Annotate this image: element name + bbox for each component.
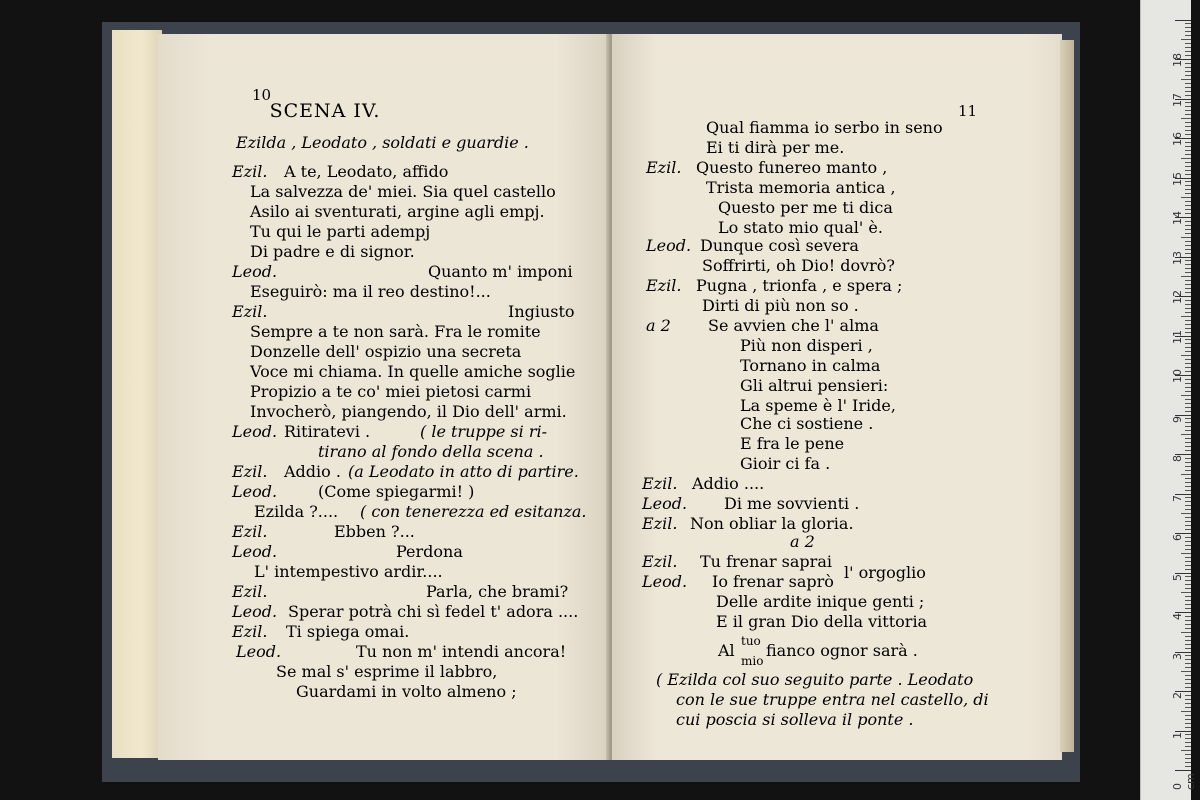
ruler-tick (1185, 122, 1191, 123)
ruler-tick (1181, 750, 1191, 751)
ruler-tick (1185, 569, 1191, 570)
verse-line: Questo per me ti dica (718, 198, 893, 217)
ruler-tick (1185, 557, 1191, 558)
ruler-number: 12 (1171, 290, 1184, 304)
ruler-tick (1185, 521, 1191, 522)
ruler-tick (1185, 517, 1191, 518)
verse-line: E il gran Dio della vittoria (716, 612, 928, 631)
ruler-tick (1185, 545, 1191, 546)
verse-line: Non obliar la gloria. (690, 514, 854, 533)
stage-direction: ( con tenerezza ed esitanza. (360, 502, 587, 521)
ruler-tick (1181, 355, 1191, 356)
ruler-tick (1185, 422, 1191, 423)
ruler-tick (1185, 537, 1191, 538)
ruler-tick (1181, 316, 1191, 317)
ruler-tick (1185, 221, 1191, 222)
ruler-tick (1185, 233, 1191, 234)
ruler-tick (1185, 71, 1191, 72)
ruler-tick (1185, 31, 1191, 32)
ruler-tick (1185, 47, 1191, 48)
ruler-number: 7 (1171, 494, 1184, 502)
ruler-tick (1185, 640, 1191, 641)
ruler-tick (1185, 442, 1191, 443)
ruler-tick (1185, 332, 1191, 333)
stage-direction: ( le truppe si ri- (420, 422, 548, 441)
verse-line: Gioir ci fa . (740, 454, 831, 473)
page-edges-right (1060, 40, 1074, 752)
verse-line: Delle ardite inique genti ; (716, 592, 925, 611)
verse-line: La speme è l' Iride, (740, 396, 896, 415)
verse-line: A te, Leodato, affido (284, 162, 449, 181)
ruler-number: 1 (1171, 731, 1184, 739)
speaker: Ezil. (232, 162, 268, 181)
ruler-tick (1185, 308, 1191, 309)
ruler-tick (1185, 490, 1191, 491)
ruler-tick (1185, 185, 1191, 186)
verse-line: l' orgoglio (844, 563, 926, 582)
ruler-tick (1185, 312, 1191, 313)
verse-line: Sperar potrà chi sì fedel t' adora .... (288, 602, 579, 621)
ruler-tick (1185, 616, 1191, 617)
ruler-tick (1185, 189, 1191, 190)
ruler-tick (1185, 260, 1191, 261)
verse-line: mio (741, 654, 764, 668)
ruler-number: 11 (1171, 329, 1184, 344)
ruler-tick (1185, 209, 1191, 210)
ruler-tick (1185, 229, 1191, 230)
verse-line: Pugna , trionfa , e spera ; (696, 276, 903, 295)
ruler-tick (1185, 576, 1191, 577)
ruler-tick (1181, 158, 1191, 159)
verse-line: Propizio a te co' miei pietosi carmi (250, 382, 532, 401)
ruler-number: 6 (1171, 534, 1184, 541)
ruler-tick (1185, 754, 1191, 755)
ruler-tick (1185, 347, 1191, 348)
ruler-tick (1185, 328, 1191, 329)
speaker: a 2 (646, 316, 671, 335)
ruler-tick (1185, 35, 1191, 36)
ruler-tick (1185, 106, 1191, 107)
ruler-tick (1181, 632, 1191, 633)
ruler-tick (1185, 584, 1191, 585)
ruler-tick (1185, 675, 1191, 676)
stage-direction: (a Leodato in atto di partire. (348, 462, 579, 481)
verse-line: Ritiratevi . (284, 422, 371, 441)
ruler-tick (1185, 478, 1191, 479)
verse-line: Se avvien che l' alma (708, 316, 879, 335)
ruler-tick (1185, 529, 1191, 530)
ruler-tick (1181, 197, 1191, 198)
ruler-tick (1185, 525, 1191, 526)
characters-line: Ezilda , Leodato , soldati e guardie . (236, 133, 529, 152)
ruler-tick (1185, 450, 1191, 451)
ruler-tick (1181, 237, 1191, 238)
ruler-tick (1185, 541, 1191, 542)
verse-line: Asilo ai sventurati, argine agli empj. (250, 202, 545, 221)
speaker: Ezil. (642, 514, 678, 533)
ruler-tick (1181, 39, 1191, 40)
ruler-tick (1185, 588, 1191, 589)
ruler-tick (1181, 553, 1191, 554)
speaker: Leod. (232, 542, 278, 561)
ruler-tick (1185, 181, 1191, 182)
left-page-number: 10 (252, 86, 272, 104)
ruler-tick (1185, 213, 1191, 214)
ruler-tick (1185, 466, 1191, 467)
verse-line: fianco ognor sarà . (766, 641, 918, 660)
ruler-tick (1185, 580, 1191, 581)
ruler-tick (1181, 434, 1191, 435)
ruler-tick (1185, 430, 1191, 431)
verse-line: Tornano in calma (740, 356, 881, 375)
ruler-tick (1185, 655, 1191, 656)
ruler-tick (1185, 734, 1191, 735)
ruler-tick (1185, 110, 1191, 111)
ruler-tick (1185, 746, 1191, 747)
ruler-tick (1185, 272, 1191, 273)
ruler-tick (1185, 762, 1191, 763)
ruler-tick (1185, 75, 1191, 76)
ruler-tick (1175, 20, 1191, 21)
ruler-number: 13 (1171, 250, 1184, 265)
verse-line: Addio . (284, 462, 341, 481)
ruler-tick (1181, 711, 1191, 712)
ruler-tick (1185, 320, 1191, 321)
speaker: Ezil. (232, 622, 268, 641)
ruler-number: 3 (1171, 652, 1184, 660)
ruler-tick (1181, 79, 1191, 80)
ruler-tick (1185, 371, 1191, 372)
verse-line: Donzelle dell' ospizio una secreta (250, 342, 522, 361)
ruler-tick (1185, 284, 1191, 285)
ruler-tick (1185, 608, 1191, 609)
ruler-tick (1185, 55, 1191, 56)
verse-line: Lo stato mio qual' è. (718, 218, 883, 237)
ruler-tick (1185, 95, 1191, 96)
speaker: Leod. (642, 572, 688, 591)
ruler-tick (1185, 102, 1191, 103)
verse-line: Sempre a te non sarà. Fra le romite (250, 322, 541, 341)
ruler-tick (1185, 426, 1191, 427)
verse-line: Dirti di più non so . (702, 296, 859, 315)
stage-direction: tirano al fondo della scena . (318, 442, 544, 461)
ruler-tick (1185, 462, 1191, 463)
ruler-tick (1185, 170, 1191, 171)
ruler-tick (1185, 205, 1191, 206)
ruler-number: 9 (1171, 415, 1184, 423)
verse-line: Tu qui le parti adempj (250, 222, 431, 241)
verse-line: Di padre e di signor. (250, 242, 415, 261)
ruler-tick (1185, 620, 1191, 621)
ruler-tick (1185, 715, 1191, 716)
speaker: Leod. (646, 236, 692, 255)
ruler-tick (1185, 154, 1191, 155)
ruler-tick (1185, 249, 1191, 250)
ruler-tick (1185, 486, 1191, 487)
ruler-tick (1181, 276, 1191, 277)
ruler-tick (1185, 391, 1191, 392)
verse-line: Se mal s' esprime il labbro, (276, 662, 498, 681)
ruler-tick (1181, 474, 1191, 475)
speaker: Leod. (232, 602, 278, 621)
verse-line: Di me sovvienti . (724, 494, 860, 513)
ruler-tick (1185, 648, 1191, 649)
verse-line: Qual fiamma io serbo in seno (706, 118, 943, 137)
ruler-tick (1185, 659, 1191, 660)
speaker: Leod. (232, 262, 278, 281)
ruler-tick (1185, 245, 1191, 246)
ruler-tick (1185, 27, 1191, 28)
verse-line: (Come spiegarmi! ) (318, 482, 475, 501)
ruler-tick (1185, 241, 1191, 242)
verse-line: Ingiusto (508, 302, 575, 321)
ruler-tick (1185, 304, 1191, 305)
ruler-tick (1185, 383, 1191, 384)
ruler-tick (1185, 363, 1191, 364)
ruler-tick (1185, 193, 1191, 194)
ruler-number: 15 (1171, 171, 1184, 186)
ruler-tick (1185, 146, 1191, 147)
verse-line: Ezilda ?.... (254, 502, 339, 521)
speaker: Leod. (236, 642, 282, 661)
ruler-tick (1185, 407, 1191, 408)
ruler-tick (1185, 87, 1191, 88)
ruler-tick (1185, 604, 1191, 605)
verse-line: Trista memoria antica , (706, 178, 896, 197)
ruler-tick (1185, 225, 1191, 226)
ruler-tick (1185, 280, 1191, 281)
ruler-tick (1181, 671, 1191, 672)
ruler-tick (1175, 770, 1191, 771)
ruler-tick (1185, 470, 1191, 471)
a-due-marker: a 2 (790, 532, 815, 551)
verse-line: Ebben ?... (334, 522, 415, 541)
ruler-tick (1185, 174, 1191, 175)
verse-line: Perdona (396, 542, 463, 561)
ruler-number: 2 (1171, 692, 1184, 699)
speaker: Leod. (232, 422, 278, 441)
ruler-tick (1185, 687, 1191, 688)
ruler-tick (1185, 446, 1191, 447)
speaker: Ezil. (232, 302, 268, 321)
ruler-tick (1185, 83, 1191, 84)
verse-line: E fra le pene (740, 434, 845, 453)
ruler-tick (1185, 359, 1191, 360)
ruler-number: 8 (1171, 455, 1184, 462)
verse-line: Ti spiega omai. (286, 622, 410, 641)
stage-direction: ( Ezilda col suo seguito parte . Leodato (656, 670, 974, 689)
ruler-tick (1185, 268, 1191, 269)
ruler-tick (1185, 253, 1191, 254)
ruler-tick (1185, 438, 1191, 439)
ruler-tick (1181, 592, 1191, 593)
ruler-tick (1185, 379, 1191, 380)
right-page-number: 11 (958, 102, 978, 120)
ruler-tick (1185, 43, 1191, 44)
ruler-tick (1185, 162, 1191, 163)
speaker: Ezil. (642, 474, 678, 493)
ruler-number: 16 (1171, 132, 1184, 146)
speaker: Ezil. (232, 462, 268, 481)
ruler-tick (1185, 91, 1191, 92)
ruler-tick (1185, 288, 1191, 289)
ruler-tick (1185, 351, 1191, 352)
verse-line: La salvezza de' miei. Sia quel castello (250, 182, 556, 201)
ruler-tick (1185, 411, 1191, 412)
ruler-tick (1185, 300, 1191, 301)
verse-line: Tu non m' intendi ancora! (356, 642, 567, 661)
ruler-tick (1185, 683, 1191, 684)
ruler-tick (1185, 636, 1191, 637)
ruler-tick (1185, 663, 1191, 664)
ruler-tick (1185, 367, 1191, 368)
ruler-number: 17 (1171, 92, 1184, 107)
ruler-tick (1185, 339, 1191, 340)
ruler-tick (1185, 766, 1191, 767)
verse-line: Io frenar saprò (712, 572, 834, 591)
ruler-tick (1181, 395, 1191, 396)
ruler-tick (1185, 565, 1191, 566)
ruler-tick (1185, 695, 1191, 696)
ruler-tick (1181, 118, 1191, 119)
verse-line: Soffrirti, oh Dio! dovrò? (702, 256, 895, 275)
ruler-tick (1185, 505, 1191, 506)
measuring-ruler (1140, 0, 1197, 800)
speaker: Ezil. (646, 276, 682, 295)
ruler-tick (1185, 126, 1191, 127)
stage-direction: con le sue truppe entra nel castello, di (676, 690, 989, 709)
verse-line: Invocherò, piangendo, il Dio dell' armi. (250, 402, 567, 421)
scene-heading: SCENA IV. (269, 100, 381, 122)
verse-line: Ei ti dirà per me. (706, 138, 845, 157)
ruler-tick (1185, 51, 1191, 52)
ruler-tick (1185, 134, 1191, 135)
speaker: Ezil. (232, 582, 268, 601)
ruler-tick (1185, 142, 1191, 143)
ruler-tick (1185, 727, 1191, 728)
verse-line: Tu frenar saprai (700, 552, 832, 571)
ruler-tick (1185, 23, 1191, 24)
verse-line: Dunque così severa (700, 236, 859, 255)
ruler-tick (1185, 497, 1191, 498)
ruler-tick (1185, 387, 1191, 388)
speaker: Ezil. (642, 552, 678, 571)
ruler-tick (1185, 561, 1191, 562)
ruler-tick (1185, 723, 1191, 724)
verse-line: Al (718, 641, 735, 660)
ruler-tick (1185, 418, 1191, 419)
speaker: Ezil. (646, 158, 682, 177)
ruler-tick (1185, 742, 1191, 743)
ruler-tick (1185, 201, 1191, 202)
ruler-tick (1185, 63, 1191, 64)
verse-line: Guardami in volto almeno ; (296, 682, 517, 701)
speaker: Leod. (642, 494, 688, 513)
ruler-tick (1185, 600, 1191, 601)
ruler-tick (1185, 738, 1191, 739)
verse-line: L' intempestivo ardir.... (254, 562, 443, 581)
ruler-tick (1185, 166, 1191, 167)
ruler-number: 14 (1171, 211, 1184, 225)
ruler-tick (1185, 292, 1191, 293)
ruler-unit-label: 0 cm (1171, 773, 1197, 790)
page-edges-left (112, 30, 162, 758)
ruler-tick (1185, 458, 1191, 459)
ruler-tick (1185, 399, 1191, 400)
ruler-tick (1185, 130, 1191, 131)
ruler-tick (1185, 114, 1191, 115)
verse-line: Che ci sostiene . (740, 414, 874, 433)
ruler-tick (1185, 719, 1191, 720)
ruler-tick (1185, 707, 1191, 708)
ruler-number: 5 (1171, 573, 1184, 581)
ruler-tick (1185, 644, 1191, 645)
verse-line: Voce mi chiama. In quelle amiche soglie (250, 362, 576, 381)
ruler-tick (1185, 679, 1191, 680)
ruler-number: 10 (1171, 369, 1184, 383)
ruler-tick (1185, 667, 1191, 668)
ruler-tick (1185, 264, 1191, 265)
ruler-tick (1185, 758, 1191, 759)
ruler-tick (1185, 324, 1191, 325)
ruler-tick (1185, 699, 1191, 700)
ruler-tick (1185, 703, 1191, 704)
ruler-tick (1185, 343, 1191, 344)
ruler-tick (1185, 482, 1191, 483)
verse-line: Questo funereo manto , (696, 158, 888, 177)
verse-line: tuo (741, 634, 761, 648)
stage-direction: cui poscia si solleva il ponte . (676, 710, 914, 729)
ruler-tick (1185, 67, 1191, 68)
ruler-tick (1185, 403, 1191, 404)
speaker: Leod. (232, 482, 278, 501)
verse-line: Addio .... (692, 474, 765, 493)
ruler-tick (1185, 509, 1191, 510)
ruler-number: 4 (1171, 613, 1184, 620)
verse-line: Eseguirò: ma il reo destino!... (250, 282, 491, 301)
ruler-tick (1185, 549, 1191, 550)
ruler-number: 18 (1171, 53, 1184, 67)
verse-line: Parla, che brami? (426, 582, 569, 601)
ruler-tick (1185, 596, 1191, 597)
ruler-tick (1185, 501, 1191, 502)
ruler-tick (1181, 513, 1191, 514)
ruler-tick (1185, 624, 1191, 625)
verse-line: Gli altrui pensieri: (740, 376, 889, 395)
speaker: Ezil. (232, 522, 268, 541)
ruler-tick (1185, 150, 1191, 151)
ruler-tick (1185, 628, 1191, 629)
verse-line: Quanto m' imponi (428, 262, 573, 281)
verse-line: Più non disperi , (740, 336, 873, 355)
